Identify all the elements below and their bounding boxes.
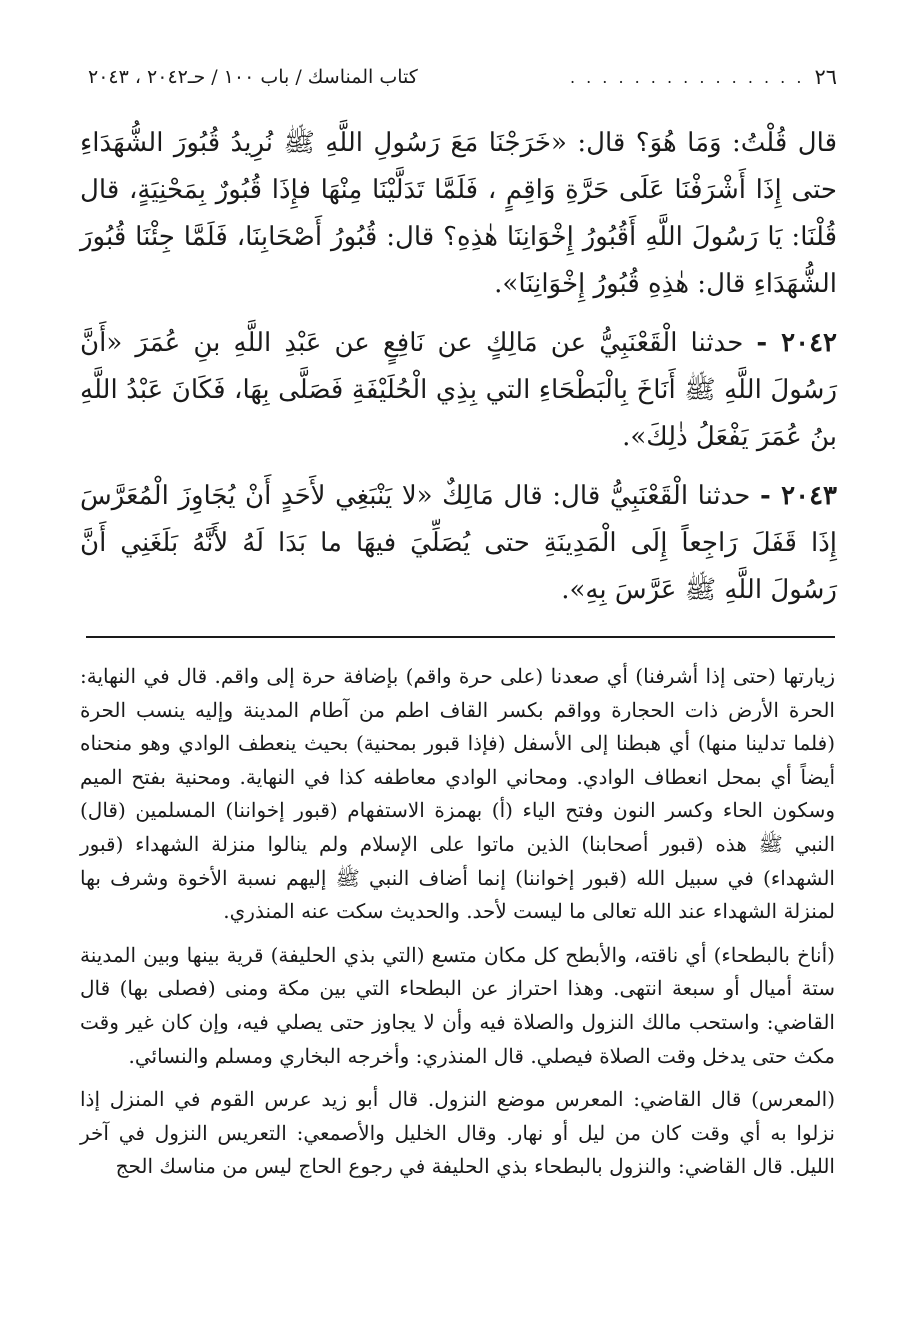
hadith-2042 [80,320,837,461]
hadith-text [80,120,837,626]
leader-dots: . . . . . . . . . . . . . . . [569,67,805,87]
commentary-paragraph: (المعرس) قال القاضي: المعرس موضع النزول. قال أبو زيد عرس القوم في المنزل إذا نزلوا به أي وقت كان من ليل أو نهار. وقال الخليل والأصمعي: التعريس النزول في آخر الليل. قال القاضي: والنزول بالبطحاء بذي الحليفة في رجوع الحاج ليس من مناسك الحج [80,1087,835,1179]
section-divider [86,636,835,638]
hadith-body: حدثنا الْقَعْنَبِيُّ عن مَالِكٍ عن نَافِعٍ عن عَبْدِ اللَّهِ بنِ عُمَرَ «أَنَّ رَسُولَ اللَّهِ ﷺ أَنَاخَ بِالْبَطْحَاءِ التي بِذِي الْحُلَيْفَةِ فَصَلَّى بِهَا، فَكَانَ عَبْدُ اللَّهِ بنُ عُمَرَ يَفْعَلُ ذٰلِكَ». [80,328,837,452]
commentary-paragraph: زيارتها (حتى إذا أشرفنا) أي صعدنا (على حرة واقم) بإضافة حرة إلى واقم. قال في النهاية: الحرة الأرض ذات الحجارة وواقم بكسر القاف اطم من آطام المدينة وإليه ينسب الحرة (فلما تدلينا منها) أي هبطنا إلى الأسفل (فإذا قبور بمحنية) بحيث ينعطف الوادي وهو منحناه أيضاً أي بمحل انعطاف الوادي. ومحاني الوادي معاطفه كذا في النهاية. ومحنية بفتح الميم وسكون الحاء وكسر النون وفتح الياء (أ) بهمزة الاستفهام (قبور إخواننا) المسلمين (قال) النبي ﷺ هذه (قبور أصحابنا) الذين ماتوا على الإسلام ولم ينالوا منزلة الشهداء (قبور الشهداء) في سبيل الله (قبور إخواننا) إنما أضاف النبي ﷺ إليهم نسبة الأخوة وشرف بها لمنزلة الشهداء عند الله تعالى ما ليست لأحد. والحديث سكت عنه المنذري. [80,664,835,924]
commentary-paragraph: (أناخ بالبطحاء) أي ناقته، والأبطح كل مكان متسع (التي بذي الحليفة) قرية بينها وبين المدينة ستة أميال أو سبعة انتهى. وهذا احتراز عن البطحاء التي بين مكة ومنى (فصلى بها) قال القاضي: واستحب مالك النزول والصلاة فيه وأن لا يجاوز حتى يصلي فيه، وإن كان غير وقت مكث حتى يدخل وقت الصلاة فيصلي. قال المنذري: وأخرجه البخاري ومسلم والنسائي. [80,942,835,1068]
running-head-title: كتاب المناسك / باب ١٠٠ / حـ٢٠٤٢ ، ٢٠٤٣ [88,66,418,88]
page-number: ٢٦ [814,65,837,89]
hadith-body: حدثنا الْقَعْنَبِيُّ قال: قال مَالِكٌ «لا يَنْبَغِي لأَحَدٍ أَنْ يُجَاوِزَ الْمُعَرَّسَ إِذَا قَفَلَ رَاجِعاً إِلَى الْمَدِينَةِ حتى يُصَلِّيَ فيهَا ما بَدَا لَهُ لأَنَّهُ بَلَغَنِي أَنَّ رَسُولَ اللَّهِ ﷺ عَرَّسَ بِهِ». [80,481,837,605]
hadith-number: ٢٠٤٢ - [756,328,837,358]
hadith-number: ٢٠٤٣ - [759,481,837,511]
hadith-continuation: قال قُلْتُ: وَمَا هُوَ؟ قال: «خَرَجْنَا مَعَ رَسُولِ اللَّهِ ﷺ نُرِيدُ قُبُورَ الشُّهَدَاءِ حتى إِذَا أَشْرَفْنَا عَلَى حَرَّةِ وَاقِمٍ ، فَلَمَّا تَدَلَّيْنَا مِنْهَا فإِذَا قُبُورٌ بِمَحْنِيَةٍ، قال قُلْنَا: يَا رَسُولَ اللَّهِ أَقُبُورُ إِخْوَانِنَا هٰذِهِ؟ قال: قُبُورُ أَصْحَابِنَا، فَلَمَّا جِئْنَا قُبُورَ الشُّهَدَاءِ قال: هٰذِهِ قُبُورُ إِخْوَانِنَا». [80,128,838,299]
running-head [88,62,837,92]
commentary [80,660,835,1194]
hadith-2043 [80,473,837,614]
